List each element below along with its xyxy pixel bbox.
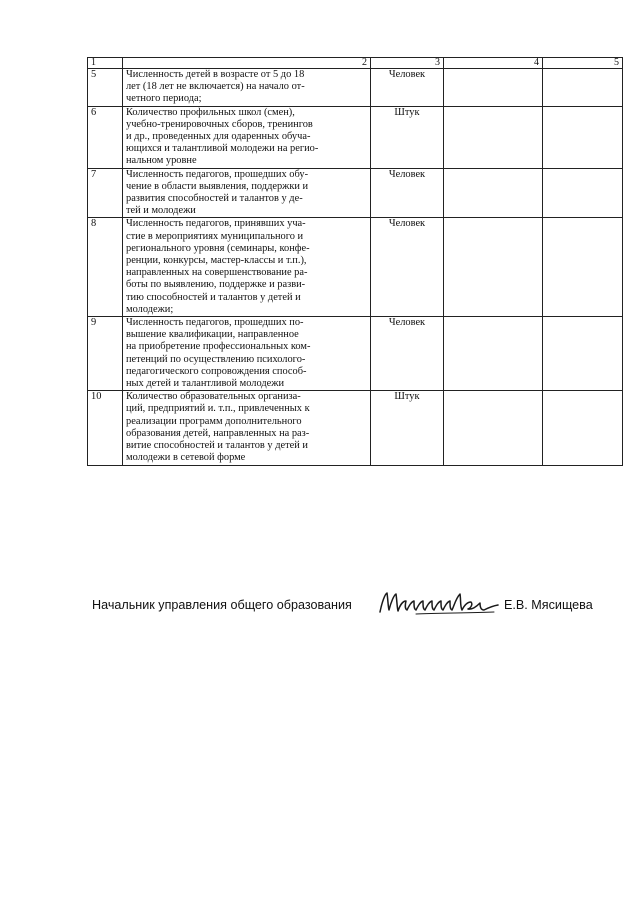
row-value-col-5 — [543, 168, 623, 218]
row-value-col-4 — [444, 218, 543, 317]
row-description: Количество профильных школ (смен), учебно-тренировочных сборов, тренингов и др., проведенных для одаренных обуча- ющихся и талантливой молодежи на регио- нальном уровне — [123, 106, 371, 168]
row-description: Численность педагогов, принявших уча- стие в мероприятиях муниципального и регионального уровня (семинары, конфе- ренции, конкурсы, мастер-классы и т.п.), направленных на совершенствование ра- боты по выявлению, поддержке и разви- тию способностей и талантов у детей и молодежи; — [123, 218, 371, 317]
signatory-name: Е.В. Мясищева — [504, 598, 593, 612]
header-col-1: 1 — [88, 58, 123, 69]
row-description: Численность педагогов, прошедших обу- чение в области выявления, поддержки и развития способностей и талантов у де- тей и молодежи — [123, 168, 371, 218]
header-col-5: 5 — [543, 58, 623, 69]
row-value-col-5 — [543, 317, 623, 391]
row-number: 5 — [88, 69, 123, 107]
row-unit: Человек — [371, 168, 444, 218]
row-value-col-5 — [543, 218, 623, 317]
signatory-title: Начальник управления общего образования — [92, 598, 352, 612]
table-header-row — [88, 58, 623, 69]
row-value-col-4 — [444, 391, 543, 465]
table-row — [88, 106, 623, 168]
row-value-col-4 — [444, 168, 543, 218]
row-description: Численность педагогов, прошедших по- вышение квалификации, направленное на приобретение профессиональных ком- петенций по осуществлению психолого- педагогического сопровождения способ- ных детей и талантливой молодежи — [123, 317, 371, 391]
row-value-col-5 — [543, 69, 623, 107]
row-unit: Человек — [371, 218, 444, 317]
handwritten-signature — [376, 588, 502, 618]
table-row — [88, 168, 623, 218]
row-number: 10 — [88, 391, 123, 465]
row-number: 6 — [88, 106, 123, 168]
header-col-4: 4 — [444, 58, 543, 69]
signature-block — [92, 594, 612, 618]
indicators-table — [87, 57, 623, 466]
row-unit: Человек — [371, 317, 444, 391]
table-row — [88, 317, 623, 391]
row-number: 8 — [88, 218, 123, 317]
row-unit: Штук — [371, 391, 444, 465]
table-row — [88, 69, 623, 107]
row-value-col-4 — [444, 317, 543, 391]
row-value-col-5 — [543, 391, 623, 465]
header-col-2: 2 — [123, 58, 371, 69]
row-description: Численность детей в возрасте от 5 до 18 лет (18 лет не включается) на начало от- четного периода; — [123, 69, 371, 107]
row-number: 9 — [88, 317, 123, 391]
row-value-col-4 — [444, 106, 543, 168]
row-unit: Штук — [371, 106, 444, 168]
row-description: Количество образовательных организа- ций, предприятий и. т.п., привлеченных к реализации программ дополнительного образования детей, направленных на раз- витие способностей и талантов у детей и молодежи в сетевой форме — [123, 391, 371, 465]
row-unit: Человек — [371, 69, 444, 107]
row-value-col-4 — [444, 69, 543, 107]
row-number: 7 — [88, 168, 123, 218]
table-row — [88, 218, 623, 317]
header-col-3: 3 — [371, 58, 444, 69]
row-value-col-5 — [543, 106, 623, 168]
table-row — [88, 391, 623, 465]
